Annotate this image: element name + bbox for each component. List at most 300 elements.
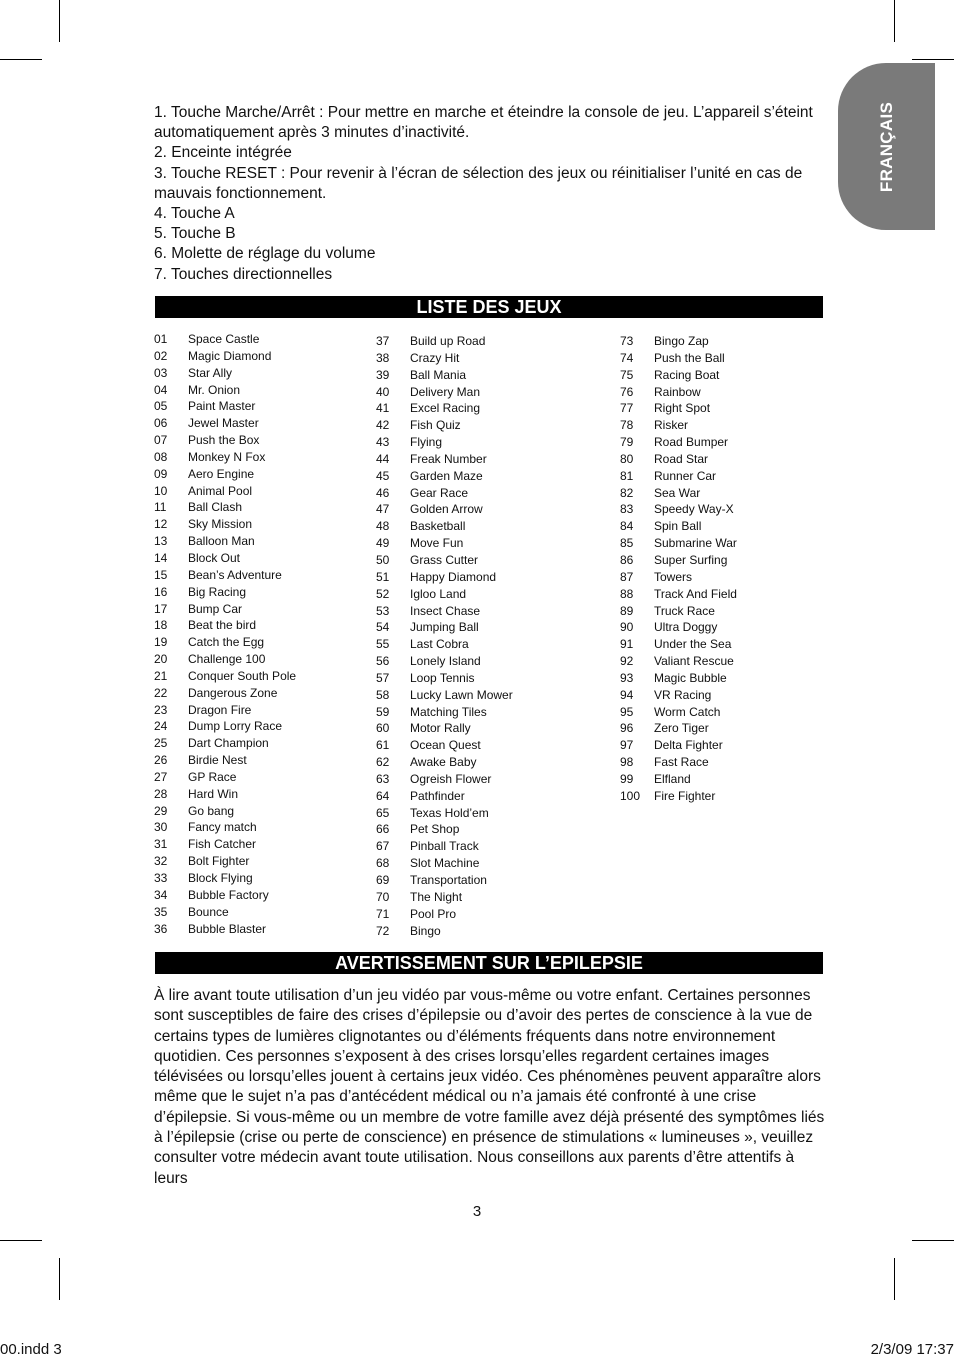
game-list-item bbox=[376, 518, 596, 535]
crop-mark bbox=[0, 1240, 42, 1241]
game-number: 58 bbox=[376, 687, 390, 702]
game-number: 75 bbox=[620, 367, 634, 382]
game-title: Magic Diamond bbox=[188, 348, 272, 363]
game-number: 56 bbox=[376, 654, 390, 669]
game-list-item bbox=[154, 365, 374, 382]
crop-mark bbox=[0, 59, 42, 60]
game-title: Sea War bbox=[654, 485, 701, 500]
game-title: Block Out bbox=[188, 550, 241, 565]
game-list-item bbox=[376, 350, 596, 367]
controls-item: 2. Enceinte intégrée bbox=[154, 144, 292, 162]
game-title: Jewel Master bbox=[188, 416, 259, 431]
game-number: 82 bbox=[620, 485, 634, 500]
game-number: 34 bbox=[154, 887, 168, 902]
game-title: Truck Race bbox=[654, 603, 715, 618]
game-number: 30 bbox=[154, 820, 168, 835]
game-title: Dump Lorry Race bbox=[188, 719, 283, 734]
game-number: 18 bbox=[154, 618, 168, 633]
game-title: Lucky Lawn Mower bbox=[410, 687, 513, 702]
game-list-item bbox=[376, 400, 596, 417]
game-list-item bbox=[154, 550, 374, 567]
game-title: Build up Road bbox=[410, 334, 486, 348]
game-list-item bbox=[154, 853, 374, 870]
game-title: Animal Pool bbox=[188, 483, 253, 498]
game-number: 80 bbox=[620, 451, 634, 466]
game-title: Super Surfing bbox=[654, 552, 728, 567]
game-title: GP Race bbox=[188, 769, 237, 784]
game-number: 26 bbox=[154, 753, 168, 768]
game-number: 29 bbox=[154, 803, 168, 818]
game-list-item bbox=[154, 668, 374, 685]
controls-item: 7. Touches directionnelles bbox=[154, 265, 333, 283]
game-title: Slot Machine bbox=[410, 856, 480, 871]
game-title: Right Spot bbox=[654, 401, 711, 416]
game-list-item bbox=[620, 367, 840, 384]
game-number: 70 bbox=[376, 889, 390, 904]
epilepsy-warning-text: À lire avant toute utilisation d’un jeu vidéo par vous-même ou votre enfant. Certaines personnes sont susceptibles de faire des crises d’épilepsie ou d’avoir des pertes de conscience à la vue de certains types de lumières clignotantes ou d’éléments fréquents dans notre environnement quotidien. Ces personnes s’exposent à des crises lorsqu’elles regardent certaines images télévisées ou lorsqu’elles jouent à certains jeux vidéo. Ces phénomènes peuvent apparaître alors même que le sujet n’a pas d’antécédent médical ou n’a jamais été confronté à une crise d’épilepsie. Si vous-même ou un membre de votre famille avez déjà présenté des symptômes liés à l’épilepsie (crise ou perte de conscience) en présence de stimulations « lumineuses », veuillez consulter votre médecin avant toute utilisation. Nous conseillons aux parents d’être attentifs à leurs bbox=[154, 987, 825, 1187]
game-number: 36 bbox=[154, 921, 168, 936]
game-number: 15 bbox=[154, 567, 168, 582]
game-title: Space Castle bbox=[188, 332, 260, 346]
game-title: Freak Number bbox=[410, 451, 487, 466]
game-list-item bbox=[376, 923, 596, 940]
game-title: Bubble Factory bbox=[188, 887, 269, 902]
game-title: Big Racing bbox=[188, 584, 247, 599]
game-title: VR Racing bbox=[654, 687, 712, 702]
game-number: 42 bbox=[376, 418, 390, 433]
game-list-item bbox=[154, 415, 374, 432]
game-list-item bbox=[376, 552, 596, 569]
games-column-2 bbox=[376, 333, 596, 939]
game-list-item bbox=[376, 636, 596, 653]
game-list-item bbox=[620, 586, 840, 603]
game-list-item bbox=[376, 619, 596, 636]
game-number: 24 bbox=[154, 719, 168, 734]
game-list-item bbox=[620, 451, 840, 468]
game-list-item bbox=[376, 501, 596, 518]
game-list-item bbox=[376, 788, 596, 805]
game-title: Pool Pro bbox=[410, 906, 457, 921]
game-number: 02 bbox=[154, 348, 168, 363]
game-number: 59 bbox=[376, 704, 390, 719]
game-number: 90 bbox=[620, 620, 634, 635]
game-list-item bbox=[154, 836, 374, 853]
game-list-item bbox=[620, 653, 840, 670]
game-title: Risker bbox=[654, 418, 689, 433]
game-title: Beat the bird bbox=[188, 618, 257, 633]
game-list-item bbox=[154, 870, 374, 887]
game-list-item bbox=[154, 702, 374, 719]
game-list-item bbox=[154, 466, 374, 483]
game-list-item bbox=[376, 704, 596, 721]
game-number: 23 bbox=[154, 702, 168, 717]
game-number: 65 bbox=[376, 805, 390, 820]
game-number: 05 bbox=[154, 399, 168, 414]
game-number: 53 bbox=[376, 603, 390, 618]
game-list-item bbox=[620, 704, 840, 721]
game-number: 40 bbox=[376, 384, 390, 399]
game-title: Track And Field bbox=[654, 586, 737, 601]
game-title: Submarine War bbox=[654, 536, 737, 551]
game-title: Pet Shop bbox=[410, 822, 460, 837]
game-list-item bbox=[620, 400, 840, 417]
game-number: 28 bbox=[154, 786, 168, 801]
game-list-item bbox=[154, 331, 374, 348]
game-list-item bbox=[154, 786, 374, 803]
game-title: Road Star bbox=[654, 451, 709, 466]
game-number: 52 bbox=[376, 586, 390, 601]
game-list-item bbox=[154, 348, 374, 365]
game-number: 86 bbox=[620, 552, 634, 567]
game-number: 91 bbox=[620, 637, 634, 652]
game-list-item bbox=[376, 653, 596, 670]
game-title: Insect Chase bbox=[410, 603, 481, 618]
game-list-item bbox=[376, 569, 596, 586]
game-number: 33 bbox=[154, 871, 168, 885]
game-title: Push the Ball bbox=[654, 350, 725, 365]
controls-item: 3. Touche RESET : Pour revenir à l’écran de sélection des jeux ou réinitialiser l’unité en cas de mauvais fonctionnement. bbox=[154, 164, 803, 202]
game-number: 17 bbox=[154, 601, 168, 616]
game-title: Block Flying bbox=[188, 871, 253, 885]
page-number: 3 bbox=[472, 1203, 482, 1220]
game-list-item bbox=[376, 333, 596, 350]
game-list-item bbox=[376, 805, 596, 822]
game-list-item bbox=[620, 384, 840, 401]
game-number: 38 bbox=[376, 350, 390, 365]
game-number: 85 bbox=[620, 536, 634, 551]
game-list-item bbox=[376, 754, 596, 771]
game-list-item bbox=[376, 434, 596, 451]
game-number: 62 bbox=[376, 755, 390, 770]
game-number: 81 bbox=[620, 468, 634, 483]
game-number: 72 bbox=[376, 923, 390, 938]
game-list-item bbox=[154, 718, 374, 735]
game-list-item bbox=[620, 603, 840, 620]
game-number: 98 bbox=[620, 755, 634, 770]
game-number: 76 bbox=[620, 384, 634, 399]
game-number: 68 bbox=[376, 856, 390, 871]
game-list-item bbox=[376, 468, 596, 485]
crop-mark bbox=[894, 0, 895, 42]
game-number: 04 bbox=[154, 382, 168, 397]
game-list-item bbox=[154, 533, 374, 550]
game-title: Move Fun bbox=[410, 536, 464, 551]
game-number: 16 bbox=[154, 584, 168, 599]
game-list-item bbox=[376, 586, 596, 603]
crop-mark bbox=[912, 1240, 954, 1241]
game-title: Birdie Nest bbox=[188, 753, 247, 768]
game-title: Pinball Track bbox=[410, 839, 479, 854]
game-number: 39 bbox=[376, 367, 390, 382]
game-number: 66 bbox=[376, 822, 390, 837]
games-column-3 bbox=[620, 333, 840, 805]
game-number: 100 bbox=[620, 788, 641, 803]
game-number: 31 bbox=[154, 837, 168, 852]
game-list-item bbox=[620, 434, 840, 451]
game-title: Igloo Land bbox=[410, 586, 467, 601]
game-title: Fish Quiz bbox=[410, 418, 461, 433]
game-number: 32 bbox=[154, 854, 168, 869]
game-number: 07 bbox=[154, 433, 168, 448]
game-title: Go bang bbox=[188, 803, 235, 818]
game-title: Fish Catcher bbox=[188, 837, 257, 852]
game-title: Conquer South Pole bbox=[188, 668, 297, 683]
game-list-item bbox=[376, 838, 596, 855]
game-list-item bbox=[620, 771, 840, 788]
game-list-item bbox=[376, 771, 596, 788]
game-number: 93 bbox=[620, 670, 634, 685]
game-title: Transportation bbox=[410, 873, 487, 887]
game-title: Aero Engine bbox=[188, 466, 255, 481]
game-title: The Night bbox=[410, 889, 463, 904]
game-title: Valiant Rescue bbox=[654, 654, 734, 669]
game-title: Delivery Man bbox=[410, 384, 481, 399]
game-title: Lonely Island bbox=[410, 654, 481, 669]
game-number: 13 bbox=[154, 534, 168, 549]
game-list-item bbox=[620, 501, 840, 518]
game-number: 57 bbox=[376, 670, 390, 685]
game-number: 96 bbox=[620, 721, 634, 736]
game-list-item bbox=[154, 803, 374, 820]
game-list-item bbox=[376, 889, 596, 906]
game-list-item bbox=[154, 499, 374, 516]
game-title: Matching Tiles bbox=[410, 704, 487, 719]
game-number: 87 bbox=[620, 569, 634, 584]
game-title: Ball Mania bbox=[410, 367, 467, 382]
game-number: 48 bbox=[376, 519, 390, 534]
game-title: Motor Rally bbox=[410, 721, 471, 736]
game-title: Road Bumper bbox=[654, 435, 729, 450]
game-title: Bump Car bbox=[188, 601, 243, 616]
game-list-item bbox=[154, 819, 374, 836]
game-list-item bbox=[376, 855, 596, 872]
game-title: Star Ally bbox=[188, 365, 233, 380]
print-slug-date: 2/3/09 17:37 bbox=[870, 1341, 954, 1358]
game-number: 41 bbox=[376, 401, 390, 416]
controls-list bbox=[154, 103, 826, 285]
game-list-item bbox=[154, 483, 374, 500]
game-title: Zero Tiger bbox=[654, 721, 709, 736]
game-list-item bbox=[154, 601, 374, 618]
game-number: 27 bbox=[154, 769, 168, 784]
game-number: 54 bbox=[376, 620, 390, 635]
game-number: 43 bbox=[376, 435, 390, 450]
crop-mark bbox=[59, 1258, 60, 1300]
game-title: Towers bbox=[654, 569, 693, 584]
game-list-item bbox=[154, 617, 374, 634]
game-title: Pathfinder bbox=[410, 788, 465, 803]
game-title: Bingo bbox=[410, 923, 441, 938]
game-number: 45 bbox=[376, 468, 390, 483]
game-number: 14 bbox=[154, 550, 168, 565]
game-list-item bbox=[620, 636, 840, 653]
game-list-item bbox=[376, 384, 596, 401]
game-number: 74 bbox=[620, 350, 634, 365]
game-number: 01 bbox=[154, 332, 168, 346]
game-number: 99 bbox=[620, 771, 634, 786]
game-title: Excel Racing bbox=[410, 401, 481, 416]
game-title: Texas Hold’em bbox=[410, 805, 489, 820]
game-number: 37 bbox=[376, 334, 390, 348]
game-number: 49 bbox=[376, 536, 390, 551]
game-title: Awake Baby bbox=[410, 755, 477, 770]
game-number: 63 bbox=[376, 771, 390, 786]
game-title: Bubble Blaster bbox=[188, 921, 267, 936]
game-number: 67 bbox=[376, 839, 390, 854]
game-list-item bbox=[376, 451, 596, 468]
crop-mark bbox=[912, 59, 954, 60]
game-title: Racing Boat bbox=[654, 367, 720, 382]
game-title: Push the Box bbox=[188, 433, 260, 448]
game-title: Fast Race bbox=[654, 755, 709, 770]
game-list-item bbox=[376, 906, 596, 923]
controls-item: 1. Touche Marche/Arrêt : Pour mettre en marche et éteindre la console de jeu. L’appareil s’éteint automatiquement après 3 minutes d’inactivité. bbox=[154, 104, 813, 142]
game-number: 83 bbox=[620, 502, 634, 517]
game-list-item bbox=[376, 485, 596, 502]
game-list-item bbox=[376, 367, 596, 384]
game-number: 61 bbox=[376, 738, 390, 753]
game-title: Dragon Fire bbox=[188, 702, 252, 717]
game-list-item bbox=[620, 720, 840, 737]
game-list-item bbox=[154, 735, 374, 752]
game-number: 03 bbox=[154, 365, 168, 380]
game-list-item bbox=[154, 769, 374, 786]
game-number: 06 bbox=[154, 416, 168, 431]
game-title: Challenge 100 bbox=[188, 652, 266, 667]
print-slug-file: 00.indd 3 bbox=[0, 1341, 62, 1358]
game-title: Crazy Hit bbox=[410, 350, 460, 365]
game-list-item bbox=[620, 754, 840, 771]
game-number: 92 bbox=[620, 654, 634, 669]
game-title: Paint Master bbox=[188, 399, 256, 414]
game-title: Balloon Man bbox=[188, 534, 255, 549]
game-list-item bbox=[376, 603, 596, 620]
game-number: 94 bbox=[620, 687, 634, 702]
game-list-item bbox=[154, 921, 374, 938]
game-list-item bbox=[620, 670, 840, 687]
game-number: 84 bbox=[620, 519, 634, 534]
language-tab bbox=[838, 63, 935, 230]
game-list-item bbox=[620, 333, 840, 350]
game-number: 79 bbox=[620, 435, 634, 450]
game-list-item bbox=[154, 516, 374, 533]
language-tab-label: FRANÇAIS bbox=[876, 101, 896, 192]
game-list-item bbox=[154, 634, 374, 651]
game-list-item bbox=[154, 752, 374, 769]
game-title: Mr. Onion bbox=[188, 382, 241, 397]
game-number: 35 bbox=[154, 904, 168, 919]
game-number: 95 bbox=[620, 704, 634, 719]
game-number: 21 bbox=[154, 668, 168, 683]
game-number: 73 bbox=[620, 334, 634, 348]
game-number: 25 bbox=[154, 736, 168, 751]
game-title: Rainbow bbox=[654, 384, 701, 399]
game-title: Speedy Way-X bbox=[654, 502, 734, 517]
game-title: Hard Win bbox=[188, 786, 239, 801]
game-title: Basketball bbox=[410, 519, 466, 534]
game-title: Dangerous Zone bbox=[188, 685, 278, 700]
game-list-item bbox=[620, 569, 840, 586]
game-title: Jumping Ball bbox=[410, 620, 479, 635]
game-title: Magic Bubble bbox=[654, 670, 727, 685]
game-title: Loop Tennis bbox=[410, 670, 475, 685]
game-list-item bbox=[620, 417, 840, 434]
game-list-item bbox=[620, 535, 840, 552]
game-title: Ball Clash bbox=[188, 500, 243, 515]
game-title: Fancy match bbox=[188, 820, 257, 835]
game-number: 46 bbox=[376, 485, 390, 500]
game-title: Ogreish Flower bbox=[410, 771, 492, 786]
game-number: 51 bbox=[376, 569, 390, 584]
game-number: 89 bbox=[620, 603, 634, 618]
game-list-item bbox=[620, 737, 840, 754]
game-list-item bbox=[154, 651, 374, 668]
controls-item: 6. Molette de réglage du volume bbox=[154, 245, 376, 263]
game-title: Monkey N Fox bbox=[188, 449, 266, 464]
game-list-item bbox=[154, 449, 374, 466]
game-list-item bbox=[154, 887, 374, 904]
game-number: 11 bbox=[154, 500, 167, 515]
game-title: Flying bbox=[410, 435, 443, 450]
game-title: Grass Cutter bbox=[410, 552, 479, 567]
game-list-item bbox=[154, 584, 374, 601]
game-number: 88 bbox=[620, 586, 634, 601]
game-title: Dart Champion bbox=[188, 736, 269, 751]
crop-mark bbox=[59, 0, 60, 42]
game-list-item bbox=[620, 468, 840, 485]
game-list-item bbox=[376, 687, 596, 704]
game-number: 09 bbox=[154, 466, 168, 481]
game-list-item bbox=[620, 788, 840, 805]
controls-item: 5. Touche B bbox=[154, 225, 236, 243]
game-number: 64 bbox=[376, 788, 390, 803]
epilepsy-warning-heading: AVERTISSEMENT SUR L’EPILEPSIE bbox=[155, 952, 823, 974]
game-title: Bounce bbox=[188, 904, 229, 919]
games-column-1 bbox=[154, 331, 374, 937]
game-number: 22 bbox=[154, 685, 168, 700]
game-list-item bbox=[376, 737, 596, 754]
game-list-item bbox=[620, 619, 840, 636]
game-list-item bbox=[154, 432, 374, 449]
game-list-item bbox=[620, 350, 840, 367]
game-title: Catch the Egg bbox=[188, 635, 265, 650]
game-title: Delta Fighter bbox=[654, 738, 723, 753]
game-list-item bbox=[154, 382, 374, 399]
game-number: 69 bbox=[376, 873, 390, 887]
game-title: Gear Race bbox=[410, 485, 469, 500]
game-title: Runner Car bbox=[654, 468, 717, 483]
game-number: 77 bbox=[620, 401, 634, 416]
game-number: 97 bbox=[620, 738, 634, 753]
game-number: 50 bbox=[376, 552, 390, 567]
controls-item: 4. Touche A bbox=[154, 205, 235, 223]
game-list-item bbox=[376, 872, 596, 889]
game-number: 71 bbox=[376, 906, 390, 921]
game-number: 12 bbox=[154, 517, 168, 532]
game-number: 78 bbox=[620, 418, 634, 433]
game-list-item bbox=[154, 398, 374, 415]
game-number: 55 bbox=[376, 637, 390, 652]
game-title: Bean’s Adventure bbox=[188, 567, 282, 582]
game-list-item bbox=[620, 485, 840, 502]
game-number: 19 bbox=[154, 635, 168, 650]
game-title: Golden Arrow bbox=[410, 502, 483, 517]
game-number: 60 bbox=[376, 721, 390, 736]
crop-mark bbox=[894, 1258, 895, 1300]
game-title: Ocean Quest bbox=[410, 738, 481, 753]
game-title: Elfland bbox=[654, 771, 691, 786]
game-list-item bbox=[376, 821, 596, 838]
